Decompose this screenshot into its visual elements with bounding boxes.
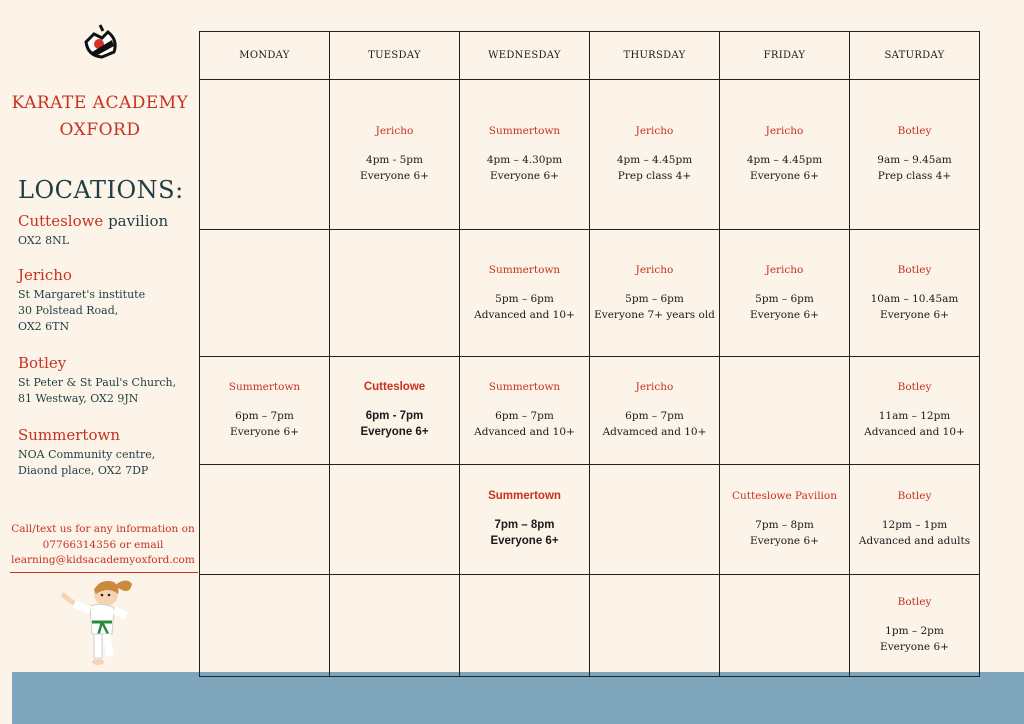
empty-slot <box>720 575 850 677</box>
contact-email[interactable]: learning@kidsacademyoxford.com <box>11 554 195 566</box>
empty-slot <box>200 230 330 357</box>
class-location: Botley <box>897 125 932 137</box>
empty-slot <box>590 575 720 677</box>
class-location: Botley <box>897 596 932 608</box>
class-location: Summertown <box>228 381 301 393</box>
class-audience: Everyone 6+ <box>490 170 559 182</box>
class-audience: Everyone 6+ <box>490 535 559 547</box>
empty-slot <box>330 465 460 575</box>
class-location: Jericho <box>765 263 804 276</box>
class-audience: Everyone 6+ <box>750 535 819 547</box>
day-header: WEDNESDAY <box>460 32 590 80</box>
location-address-line: St Peter & St Paul's Church, <box>18 376 177 389</box>
class-audience: Everyone 6+ <box>750 170 819 182</box>
class-audience: Everyone 6+ <box>880 641 949 653</box>
location-address-line: 81 Westway, OX2 9JN <box>18 392 139 405</box>
day-header: SATURDAY <box>850 32 980 80</box>
timetable <box>199 31 980 677</box>
location-summertown <box>18 426 198 479</box>
location-jericho <box>18 266 198 335</box>
class-time: 6pm – 7pm <box>235 410 294 422</box>
location-cutteslowe <box>18 212 198 249</box>
class-slot <box>720 80 850 230</box>
class-location: Summertown <box>488 263 561 276</box>
class-location: Jericho <box>635 263 674 276</box>
class-audience: Advamced and 10+ <box>602 426 707 438</box>
class-time: 1pm – 2pm <box>885 625 944 637</box>
class-time: 12pm – 1pm <box>881 519 948 531</box>
class-audience: Advanced and adults <box>858 535 971 547</box>
class-time: 5pm – 6pm <box>755 292 814 305</box>
class-slot <box>850 80 980 230</box>
class-audience: Everyone 6+ <box>750 308 819 321</box>
class-audience: Advanced and 10+ <box>864 426 965 438</box>
timetable-row <box>200 80 980 230</box>
class-time: 7pm – 8pm <box>494 519 555 531</box>
class-audience: Everyone 7+ years old <box>594 308 715 321</box>
timetable-row <box>200 357 980 465</box>
empty-slot <box>460 575 590 677</box>
empty-slot <box>590 465 720 575</box>
class-location: Botley <box>897 490 932 502</box>
class-location: Botley <box>897 381 932 393</box>
locations-heading: LOCATIONS: <box>18 176 184 204</box>
class-time: 4pm – 4.30pm <box>486 154 563 166</box>
day-header: THURSDAY <box>590 32 720 80</box>
class-slot <box>720 465 850 575</box>
class-location: Cutteslowe <box>363 381 426 393</box>
location-address-line: OX2 8NL <box>18 234 70 247</box>
timetable-row <box>200 575 980 677</box>
location-name: Summertown <box>18 426 120 444</box>
class-time: 10am – 10.45am <box>870 292 959 305</box>
empty-slot <box>200 465 330 575</box>
class-time: 5pm – 6pm <box>495 292 554 305</box>
class-slot <box>460 465 590 575</box>
class-location: Jericho <box>635 125 674 137</box>
class-slot <box>460 357 590 465</box>
class-location: Summertown <box>488 381 561 393</box>
class-audience: Everyone 6+ <box>360 426 429 438</box>
contact-line: Call/text us for any information on <box>11 523 195 535</box>
timetable-row <box>200 230 980 357</box>
location-address-line: OX2 6TN <box>18 320 70 333</box>
location-name: Botley <box>18 354 67 372</box>
day-header: TUESDAY <box>330 32 460 80</box>
class-slot <box>850 465 980 575</box>
class-location: Jericho <box>635 381 674 393</box>
academy-title-line1: KARATE ACADEMY <box>11 93 189 113</box>
class-location: Jericho <box>375 125 414 137</box>
location-address-line: NOA Community centre, <box>18 448 156 461</box>
class-slot <box>590 80 720 230</box>
contact-phone[interactable]: 07766314356 or email <box>42 538 164 551</box>
location-name: Cutteslowe <box>18 212 104 230</box>
class-time: 4pm – 4.45pm <box>746 154 823 166</box>
class-location: Summertown <box>488 490 561 502</box>
empty-slot <box>720 357 850 465</box>
class-location: Botley <box>897 263 932 276</box>
class-audience: Everyone 6+ <box>360 170 429 182</box>
class-time: 6pm – 7pm <box>495 410 554 422</box>
class-slot <box>850 575 980 677</box>
class-slot <box>590 357 720 465</box>
class-location: Summertown <box>488 125 561 137</box>
class-time: 6pm - 7pm <box>365 410 424 422</box>
timetable-row <box>200 465 980 575</box>
timetable-header-row <box>200 32 980 80</box>
location-address-line: St Margaret's institute <box>18 288 146 301</box>
class-time: 6pm – 7pm <box>625 410 684 422</box>
class-audience: Everyone 6+ <box>880 308 949 321</box>
karate-logo-icon <box>80 22 120 62</box>
class-time: 5pm – 6pm <box>625 292 684 305</box>
class-slot <box>460 230 590 357</box>
class-time: 4pm – 4.45pm <box>616 154 693 166</box>
class-time: 9am – 9.45am <box>877 154 952 166</box>
class-slot <box>200 357 330 465</box>
class-audience: Everyone 6+ <box>230 426 299 438</box>
location-address-line: Diaond place, OX2 7DP <box>18 464 149 477</box>
class-audience: Prep class 4+ <box>877 170 952 182</box>
day-header: FRIDAY <box>720 32 850 80</box>
academy-title-line2: OXFORD <box>59 120 141 140</box>
class-time: 11am – 12pm <box>878 410 951 422</box>
bottom-band <box>12 672 1024 724</box>
karate-kid-illustration-icon <box>52 572 142 668</box>
class-audience: Advanced and 10+ <box>474 426 575 438</box>
class-audience: Prep class 4+ <box>617 170 692 182</box>
contact-info <box>8 522 198 569</box>
empty-slot <box>200 575 330 677</box>
class-location: Jericho <box>765 125 804 137</box>
class-location: Cutteslowe Pavilion <box>732 490 837 502</box>
empty-slot <box>330 230 460 357</box>
academy-title <box>0 90 200 144</box>
class-time: 7pm – 8pm <box>755 519 814 531</box>
class-audience: Advanced and 10+ <box>474 308 575 321</box>
class-slot <box>330 357 460 465</box>
class-slot <box>850 357 980 465</box>
empty-slot <box>330 575 460 677</box>
location-name-rest: pavilion <box>103 212 169 230</box>
class-slot <box>850 230 980 357</box>
class-slot <box>460 80 590 230</box>
class-slot <box>720 230 850 357</box>
class-time: 4pm - 5pm <box>366 154 423 166</box>
location-address-line: 30 Polstead Road, <box>18 304 119 317</box>
class-slot <box>330 80 460 230</box>
class-slot <box>590 230 720 357</box>
day-header: MONDAY <box>200 32 330 80</box>
location-botley <box>18 354 198 407</box>
empty-slot <box>200 80 330 230</box>
location-name: Jericho <box>18 266 72 284</box>
